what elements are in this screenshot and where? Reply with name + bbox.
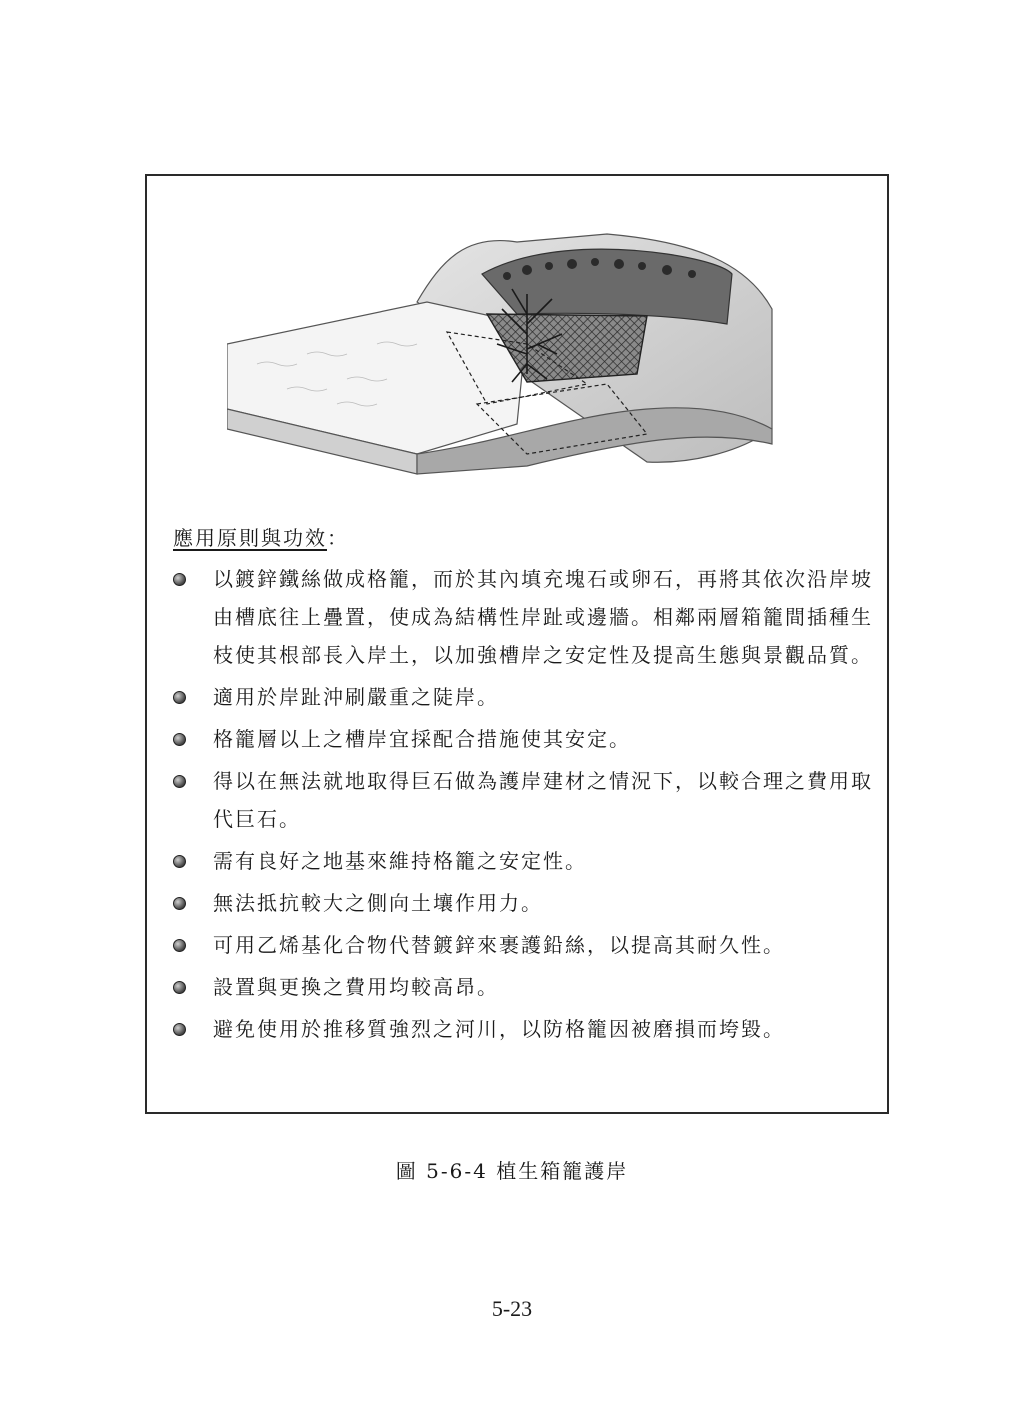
list-item: 適用於岸趾沖刷嚴重之陡岸。 [173,678,873,716]
bullet-icon [173,691,186,704]
bullet-icon [173,897,186,910]
bullet-icon [173,855,186,868]
section-title: 應用原則與功效： [173,526,349,550]
list-item: 以鍍鋅鐵絲做成格籠，而於其內填充塊石或卵石，再將其依次沿岸坡由槽底往上疊置，使成為結構性岸趾或邊牆。相鄰兩層箱籠間插種生枝使其根部長入岸土，以加強槽岸之安定性及提高生態與景觀品質。 [173,560,873,674]
gabion-bank-illustration [227,204,787,504]
list-item: 無法抵抗較大之側向土壤作用力。 [173,884,873,922]
bullet-icon [173,573,186,586]
principles-list [173,560,873,1052]
bullet-icon [173,939,186,952]
list-item: 格籠層以上之槽岸宜採配合措施使其安定。 [173,720,873,758]
bullet-icon [173,733,186,746]
list-item: 可用乙烯基化合物代替鍍鋅來裹護鉛絲，以提高其耐久性。 [173,926,873,964]
bullet-icon [173,981,186,994]
bullet-icon [173,1023,186,1036]
list-item: 避免使用於推移質強烈之河川，以防格籠因被磨損而垮毀。 [173,1010,873,1048]
figure-caption: 圖 5-6-4 植生箱籠護岸 [395,1159,629,1183]
bullet-icon [173,775,186,788]
list-item: 得以在無法就地取得巨石做為護岸建材之情況下，以較合理之費用取代巨石。 [173,762,873,838]
bank-top-soil [482,249,732,324]
figure-frame [145,174,889,1114]
list-item: 設置與更換之費用均較高昂。 [173,968,873,1006]
list-item: 需有良好之地基來維持格籠之安定性。 [173,842,873,880]
page-number: 5-23 [491,1296,533,1321]
